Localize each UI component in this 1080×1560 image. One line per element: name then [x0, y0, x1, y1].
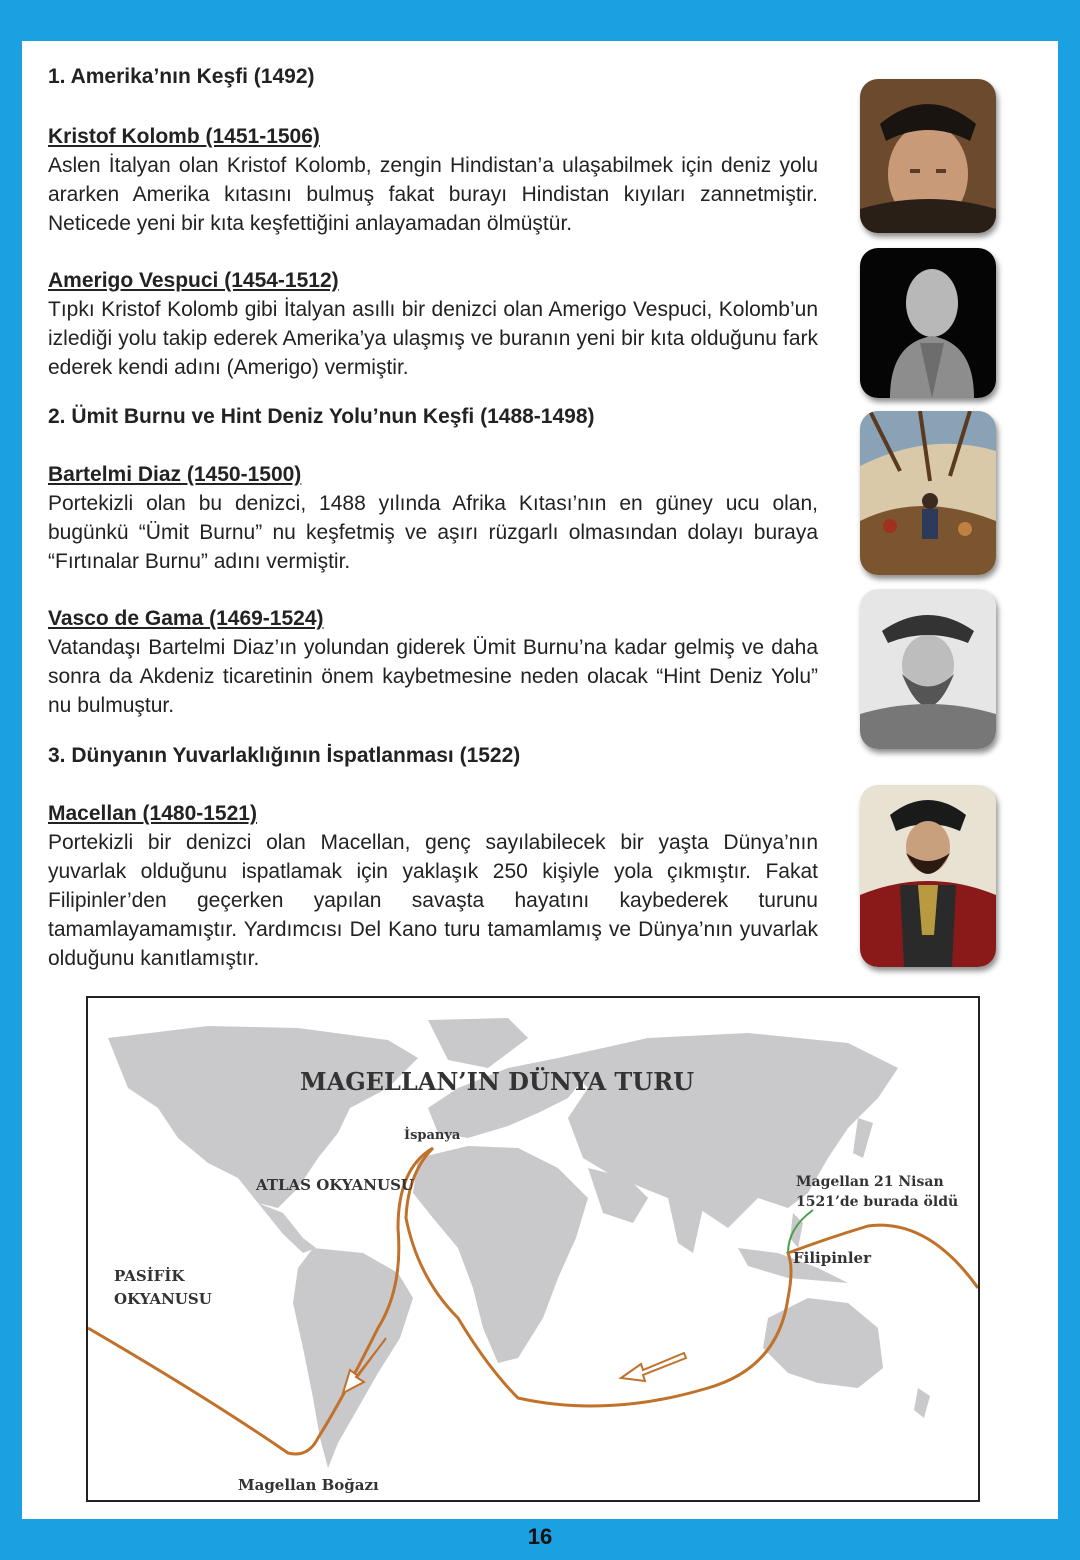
label-atlas: ATLAS OKYANUSU: [256, 1176, 415, 1194]
person-vespuci: [48, 267, 818, 382]
person-name: Kristof Kolomb (1451-1506): [48, 125, 320, 148]
person-name: Amerigo Vespuci (1454-1512): [48, 269, 339, 292]
page-number: 16: [527, 1524, 553, 1549]
macellan-portrait: [860, 785, 996, 967]
page-sheet: [22, 41, 1058, 1519]
section-1: [48, 63, 818, 91]
section-3: [48, 742, 818, 770]
person-text: Tıpkı Kristof Kolomb gibi İtalyan asıllı bir denizci olan Amerigo Vespuci, Kolomb’un izlediği yolu takip ederek Amerika’ya ulaşmış ve buranın yeni bir kıta olduğunu fark ederek kendi adını (Amerigo) vermiştir.: [48, 298, 818, 379]
gama-engraving: [860, 589, 996, 749]
label-ispanya: İspanya: [404, 1128, 461, 1143]
label-bogaz: Magellan Boğazı: [238, 1476, 379, 1494]
person-text: Vatandaşı Bartelmi Diaz’ın yolundan giderek Ümit Burnu’na kadar gelmiş ve daha sonra da Akdeniz ticaretinin önem kaybetmesine neden olacak “Hint Deniz Yolu” nu bulmuştur.: [48, 636, 818, 717]
person-gama: [48, 605, 818, 720]
vespuci-bust: [860, 248, 996, 398]
magellan-route-map: [86, 996, 980, 1502]
section-2: [48, 403, 818, 431]
person-name: Macellan (1480-1521): [48, 802, 257, 825]
person-diaz: [48, 461, 818, 576]
label-pasifik-2: OKYANUSU: [114, 1290, 212, 1308]
section-heading: 3. Dünyanın Yuvarlaklığının İspatlanması (1522): [48, 744, 521, 767]
person-name: Vasco de Gama (1469-1524): [48, 607, 324, 630]
label-death-1: Magellan 21 Nisan: [796, 1174, 944, 1190]
person-text: Aslen İtalyan olan Kristof Kolomb, zengin Hindistan’a ulaşabilmek için deniz yolu ararken Amerika kıtasını bulmuş fakat burayı Hindistan kıyıları zannetmiştir. Neticede yeni bir kıta keşfettiğini anlayamadan ölmüştür.: [48, 154, 818, 235]
person-kolomb: [48, 123, 818, 238]
person-text: Portekizli bir denizci olan Macellan, genç sayılabilecek bir yaşta Dünya’nın yuvarlak olduğunu ispatlamak için yaklaşık 250 kişiyle yola çıkmıştır. Fakat Filipinler’den geçerken yapılan savaşta hayatını kaybederek turunu tamamlayamamıştır. Yardımcısı Del Kano turu tamamlamış ve Dünya’nın yuvarlak olduğunu kanıtlamıştır.: [48, 831, 818, 970]
person-macellan: [48, 800, 818, 973]
label-filipinler: Filipinler: [793, 1249, 871, 1267]
label-pasifik-1: PASİFİK: [114, 1267, 185, 1285]
person-text: Portekizli olan bu denizci, 1488 yılında Afrika Kıtası’nın en güney ucu olan, bugünkü “Ümit Burnu” nu keşfetmiş ve aşırı rüzgarlı olmasından dolayı buraya “Fırtınalar Burnu” adını vermiştir.: [48, 492, 818, 573]
person-name: Bartelmi Diaz (1450-1500): [48, 463, 302, 486]
section-heading: 1. Amerika’nın Keşfi (1492): [48, 65, 315, 88]
map-title: MAGELLAN’IN DÜNYA TURU: [300, 1067, 695, 1096]
diaz-painting: [860, 411, 996, 575]
kolomb-portrait: [860, 79, 996, 233]
section-heading: 2. Ümit Burnu ve Hint Deniz Yolu’nun Keşfi (1488-1498): [48, 405, 595, 428]
label-death-2: 1521’de burada öldü: [796, 1194, 959, 1210]
